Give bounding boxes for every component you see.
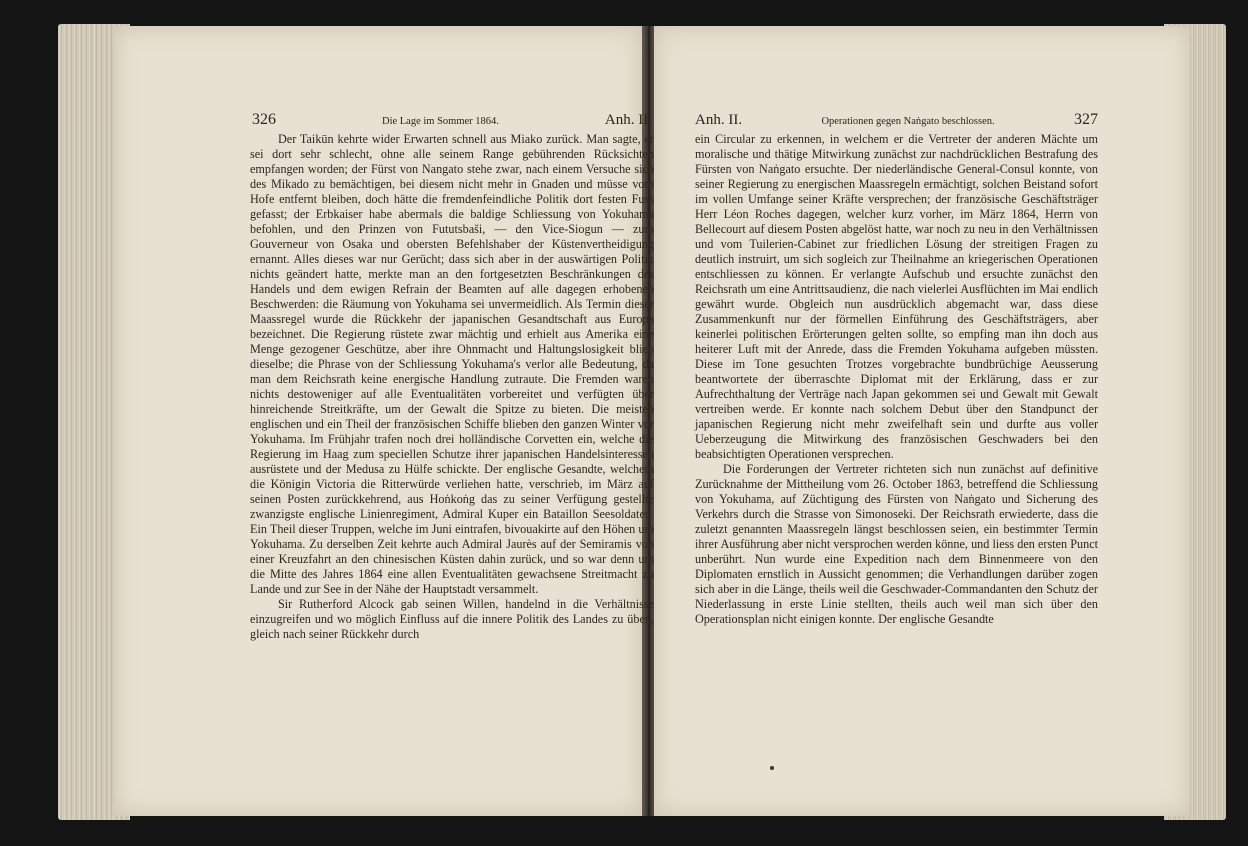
paragraph: ein Circular zu erkennen, in welchem er die Vertreter der anderen Mächte um moralische und thätige Mitwirkung zunächst zur nachdrücklichen Bestrafung des Fürsten von Naṅgato ersuchte. Der niederländische General-Consul konnte, von seiner Regierung zu energischen Maassregeln ermächtigt, solchen Beistand sofort im vollen Umfange seiner Kräfte versprechen; der französische Geschäftsträger Herr Léon Roches dagegen, welcher kurz vorher, im März 1864, Herrn von Bellecourt auf diesem Posten abgelöst hatte, war noch zu neu in den Verhältnissen und vom Tuilerien-Cabinet zur friedlichen Lösung der streitigen Fragen zu deutlich instruirt, um sich sogleich zur Theilnahme an kriegerischen Operationen entschliessen zu können. Er verlangte Aufschub und ersuchte zunächst den Reichsrath um eine Antrittsaudienz, die nach vielerlei Ausflüchten im Mai endlich gewährt wurde. Obgleich nun ausdrücklich abgemacht war, dass diese Zusammenkunft nur der förmellen Einführung des Geschäftsträgers, aber keinerlei politischen Erörterungen gelten sollte, so empfing man ihn doch aus heiterer Luft mit der Anrede, dass die Fremden Yokuhama aufgeben müssten. Diese im Tone gesuchten Trotzes vorgebrachte bundbrüchige Aeusserung beantwortete der überraschte Diplomat mit der Erklärung, dass er zur Aufrechthaltung der Verträge nach Japan gekommen sei und Gewalt mit Gewalt vertreiben werde. Er konnte nach solchem Debut über den Standpunct der japanischen Regierung nicht mehr zweifelhaft sein und durfte aus voller Ueberzeugung die Mitwirkung des französischen Geschwaders bei den beabsichtigten Operationen versprechen. <box>695 132 1098 461</box>
paragraph: Sir Rutherford Alcock gab seinen Willen, handelnd in die Verhältnisse einzugreifen und wo möglich Einfluss auf die innere Politik des Landes zu üben, gleich nach seiner Rückkehr durch <box>250 597 654 641</box>
right-page-header <box>695 111 1098 129</box>
running-title: Operationen gegen Naṅgato beschlossen. <box>821 116 995 127</box>
ink-speck <box>770 766 774 770</box>
left-page-body <box>250 132 654 642</box>
running-title: Die Lage im Sommer 1864. <box>381 116 499 127</box>
section-label: Anh. II. <box>695 112 743 128</box>
paragraph: Der Taikūn kehrte wider Erwarten schnell aus Miako zurück. Man sagte, er sei dort sehr schlecht, ohne alle seinem Range gebührenden Rücksichten empfangen worden; der Fürst von Nangato stehe zwar, nach einem Versuche sich des Mikado zu bemächtigen, bei diesem nicht mehr in Gnaden und müsse vom Hofe entfernt bleiben, doch hätte die fremdenfeindliche Politik dort festen Fuss gefasst; der Erbkaiser habe abermals die baldige Schliessung von Yokuhama befohlen, und den Prinzen von Fututsbaši, — den Vice-Siogun — zum Gouverneur von Osaka und obersten Befehlshaber der Küstenvertheidigung ernannt. Alles dieses war nur Gerücht; dass sich aber in der auswärtigen Politik nichts geändert hatte, merkte man an den fortgesetzten Beschränkungen des Handels und dem ewigen Refrain der Beamten auf alle dagegen erhobenen Beschwerden: die Räumung von Yokuhama sei unvermeidlich. Als Termin dieser Maassregel wurde die Rückkehr der japanischen Gesandtschaft aus Europa bezeichnet. Die Regierung rüstete zwar mächtig und erhielt aus Amerika eine Menge gezogener Geschütze, aber ihre Ohnmacht und Haltungslosigkeit blieb dieselbe; die Phrase von der Schliessung Yokuhama's verlor alle Bedeutung, da man dem Reichsrath keine energische Handlung zutraute. Die Fremden waren nichts destoweniger auf alle Eventualitäten vorbereitet und verfügten über hinreichende Streitkräfte, um der Gewalt die Spitze zu bieten. Die meisten englischen und ein Theil der französischen Schiffe blieben den ganzen Winter vor Yokuhama. Im Frühjahr trafen noch drei holländische Corvetten ein, welche die Regierung im Haag zum speciellen Schutze ihrer japanischen Handelsinteressen ausrüstete und der Medusa zu Hülfe schickte. Der englische Gesandte, welchem die Königin Victoria die Ritterwürde verliehen hatte, verschrieb, im März auf seinen Posten zurückkehrend, aus Hoṅkoṅg das zu seiner Verfügung gestellte zwanzigste englische Linienregiment, Admiral Kuper ein Bataillon Seesoldaten. Ein Theil dieser Truppen, welche im Juni eintrafen, bivouakirte auf den Höhen um Yokuhama. Zu derselben Zeit kehrte auch Admiral Jaurès auf der Semiramis von einer Kreuzfahrt an den chinesischen Küsten dahin zurück, und so war denn um die Mitte des Jahres 1864 eine allen Eventualitäten gewachsene Streitmacht zu Lande und zur See in der Nähe der Hauptstadt versammelt. <box>250 132 654 596</box>
right-page-body <box>695 132 1098 627</box>
page-number: 326 <box>252 111 276 128</box>
left-page-header <box>252 111 652 129</box>
page-number: 327 <box>1074 111 1098 128</box>
paragraph: Die Forderungen der Vertreter richteten sich nun zunächst auf definitive Zurücknahme der Mittheilung vom 26. October 1863, betreffend die Schliessung von Yokuhama, auf Züchtigung des Fürsten von Naṅgato und Sicherung des Verkehrs durch die Strasse von Simonoseki. Der Reichsrath erwiederte, dass die zuletzt genannten Maassregeln längst beschlossen seien, ein bestimmter Termin ihrer Ausführung aber nicht versprochen werden könne, und liess den ersten Punct unberührt. Nun wurde eine Expedition nach dem Binnenmeere von den Diplomaten ernstlich in Aussicht genommen; die Verhandlungen darüber zogen sich aber in die Länge, theils weil die Geschwader-Commandanten den Schutz der Niederlassung in erste Linie stellten, theils auch weil man sich über den Operationsplan nicht einigen konnte. Der englische Gesandte <box>695 462 1098 626</box>
section-label: Anh. II. <box>604 112 652 128</box>
